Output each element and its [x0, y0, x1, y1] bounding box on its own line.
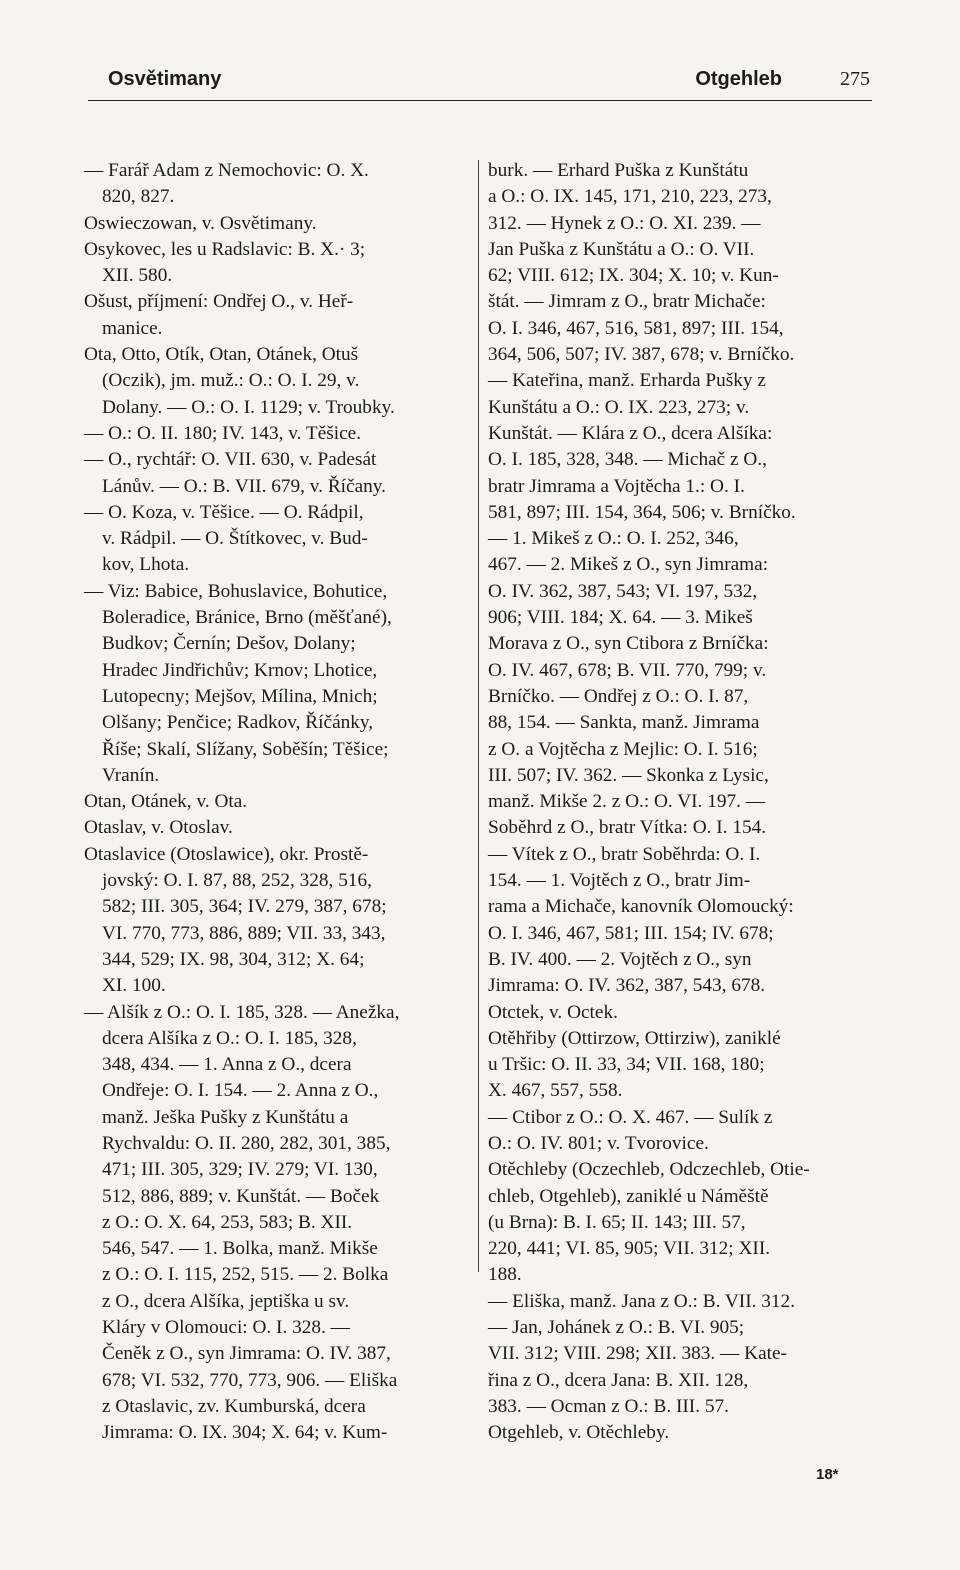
page-header	[88, 66, 872, 101]
text-line: 906; VIII. 184; X. 64. — 3. Mikeš	[488, 607, 753, 629]
text-line: Ota, Otto, Otík, Otan, Otánek, Otuš	[84, 344, 359, 366]
text-line: — Farář Adam z Nemochovic: O. X.	[84, 160, 369, 181]
text-line: Jan Puška z Kunštátu a O.: O. VII.	[488, 238, 755, 260]
text-line: manž. Ješka Pušky z Kunštátu a	[102, 1106, 349, 1128]
text-line: 220, 441; VI. 85, 905; VII. 312; XII.	[488, 1238, 771, 1260]
text-line: Hradec Jindřichův; Krnov; Lhotice,	[102, 659, 378, 681]
text-line: z O.: O. X. 64, 253, 583; B. XII.	[102, 1211, 353, 1233]
text-line: 467. — 2. Mikeš z O., syn Jimrama:	[488, 554, 769, 576]
text-line: štát. — Jimram z O., bratr Michače:	[488, 291, 766, 313]
text-line: 581, 897; III. 154, 364, 506; v. Brníčko.	[488, 501, 796, 523]
text-line: Olšany; Penčice; Radkov, Říčánky,	[102, 712, 374, 734]
text-line: z O. a Vojtěcha z Mejlic: O. I. 516;	[488, 738, 758, 760]
text-line: — Kateřina, manž. Erharda Pušky z	[488, 370, 766, 392]
text-line: — Viz: Babice, Bohuslavice, Bohutice,	[84, 580, 388, 602]
text-line: III. 507; IV. 362. — Skonka z Lysic,	[488, 764, 769, 786]
text-line: — Eliška, manž. Jana z O.: B. VII. 312.	[488, 1290, 796, 1312]
text-line: Brníčko. — Ondřej z O.: O. I. 87,	[488, 685, 749, 707]
text-line: XII. 580.	[102, 265, 173, 287]
text-line: chleb, Otgehleb), zaniklé u Náměště	[488, 1185, 769, 1207]
text-line: řina z O., dcera Jana: B. XII. 128,	[488, 1369, 749, 1391]
text-line: Otgehleb, v. Otěchleby.	[488, 1422, 670, 1444]
text-line: — Ctibor z O.: O. X. 467. — Sulík z	[488, 1106, 773, 1128]
text-line: 383. — Ocman z O.: B. III. 57.	[488, 1395, 729, 1417]
text-line: 546, 547. — 1. Bolka, manž. Mikše	[102, 1238, 378, 1260]
page-number: 275	[840, 68, 870, 90]
text-line: Soběhrd z O., bratr Vítka: O. I. 154.	[488, 817, 767, 839]
running-head-left: Osvětimany	[108, 68, 222, 90]
text-line: — Alšík z O.: O. I. 185, 328. — Anežka,	[84, 1001, 400, 1023]
text-line: kov, Lhota.	[102, 554, 190, 576]
text-line: Ošust, příjmení: Ondřej O., v. Heř-	[84, 291, 354, 313]
text-line: — O., rychtář: O. VII. 630, v. Padesát	[84, 449, 377, 471]
text-line: X. 467, 557, 558.	[488, 1080, 623, 1102]
text-line: B. IV. 400. — 2. Vojtěch z O., syn	[488, 948, 752, 970]
text-line: 154. — 1. Vojtěch z O., bratr Jim-	[488, 870, 751, 892]
text-line: — Vítek z O., bratr Soběhrda: O. I.	[488, 843, 761, 865]
text-line: Otěhřiby (Ottirzow, Ottirziw), zaniklé	[488, 1027, 781, 1049]
text-line: Kláry v Olomouci: O. I. 328. —	[102, 1317, 350, 1339]
text-line: 820, 827.	[102, 186, 175, 208]
text-line: 512, 886, 889; v. Kunštát. — Boček	[102, 1185, 380, 1207]
text-line: Otaslav, v. Otoslav.	[84, 817, 233, 839]
right-column	[488, 158, 872, 1447]
text-line: — 1. Mikeš z O.: O. I. 252, 346,	[488, 528, 739, 550]
text-line: O. I. 346, 467, 581; III. 154; IV. 678;	[488, 922, 774, 944]
text-line: bratr Jimrama a Vojtěcha 1.: O. I.	[488, 475, 745, 497]
text-line: — O.: O. II. 180; IV. 143, v. Těšice.	[84, 422, 362, 444]
text-line: z O., dcera Alšíka, jeptiška u sv.	[102, 1290, 350, 1312]
text-line: Lánův. — O.: B. VII. 679, v. Říčany.	[102, 475, 387, 497]
text-line: rama a Michače, kanovník Olomoucký:	[488, 896, 794, 918]
text-line: 678; VI. 532, 770, 773, 906. — Eliška	[102, 1369, 398, 1391]
text-line: XI. 100.	[102, 975, 166, 997]
text-line: z O.: O. I. 115, 252, 515. — 2. Bolka	[102, 1264, 389, 1286]
text-line: 344, 529; IX. 98, 304, 312; X. 64;	[102, 948, 365, 970]
text-line: 471; III. 305, 329; IV. 279; VI. 130,	[102, 1159, 378, 1181]
text-line: dcera Alšíka z O.: O. I. 185, 328,	[102, 1027, 357, 1049]
text-line: Otctek, v. Octek.	[488, 1001, 618, 1023]
text-line: Vranín.	[102, 764, 160, 786]
text-line: v. Rádpil. — O. Štítkovec, v. Bud-	[102, 528, 368, 550]
text-line: Boleradice, Bránice, Brno (měšťané),	[102, 607, 392, 629]
text-line: — O. Koza, v. Těšice. — O. Rádpil,	[84, 501, 364, 523]
text-line: a O.: O. IX. 145, 171, 210, 223, 273,	[488, 186, 772, 208]
text-line: Rychvaldu: O. II. 280, 282, 301, 385,	[102, 1132, 391, 1154]
text-line: (Oczik), jm. muž.: O.: O. I. 29, v.	[102, 370, 360, 392]
text-line: 348, 434. — 1. Anna z O., dcera	[102, 1054, 352, 1076]
text-line: Ondřeje: O. I. 154. — 2. Anna z O.,	[102, 1080, 379, 1102]
text-line: Morava z O., syn Ctibora z Brníčka:	[488, 633, 769, 655]
text-line: manž. Mikše 2. z O.: O. VI. 197. —	[488, 791, 766, 813]
text-line: 582; III. 305, 364; IV. 279, 387, 678;	[102, 896, 387, 918]
text-line: O.: O. IV. 801; v. Tvorovice.	[488, 1132, 709, 1154]
text-line: Otěchleby (Oczechleb, Odczechleb, Otie-	[488, 1159, 810, 1181]
text-line: — Jan, Johánek z O.: B. VI. 905;	[488, 1317, 745, 1339]
text-line: Kunštát. — Klára z O., dcera Alšíka:	[488, 422, 773, 444]
text-line: 62; VIII. 612; IX. 304; X. 10; v. Kun-	[488, 265, 779, 287]
signature-mark: 18*	[816, 1466, 839, 1483]
text-line: burk. — Erhard Puška z Kunštátu	[488, 160, 749, 181]
text-line: Lutopecny; Mejšov, Mílina, Mnich;	[102, 685, 378, 707]
text-line: O. IV. 362, 387, 543; VI. 197, 532,	[488, 580, 758, 602]
text-line: Oswieczowan, v. Osvětimany.	[84, 212, 317, 234]
text-line: Osykovec, les u Radslavic: B. X.· 3;	[84, 238, 366, 260]
text-line: O. I. 185, 328, 348. — Michač z O.,	[488, 449, 767, 471]
text-line: (u Brna): B. I. 65; II. 143; III. 57,	[488, 1211, 746, 1233]
text-line: O. IV. 467, 678; B. VII. 770, 799; v.	[488, 659, 767, 681]
text-line: Jimrama: O. IX. 304; X. 64; v. Kum-	[102, 1422, 388, 1444]
text-line: u Tršic: O. II. 33, 34; VII. 168, 180;	[488, 1054, 765, 1076]
running-head-right: Otgehleb	[695, 68, 782, 90]
text-line: Budkov; Černín; Dešov, Dolany;	[102, 633, 356, 655]
text-line: 188.	[488, 1264, 522, 1286]
column-divider	[478, 160, 479, 1272]
text-line: 88, 154. — Sankta, manž. Jimrama	[488, 712, 760, 734]
text-line: jovský: O. I. 87, 88, 252, 328, 516,	[102, 870, 372, 892]
text-line: Říše; Skalí, Slížany, Soběšín; Těšice;	[102, 738, 389, 760]
text-line: z Otaslavic, zv. Kumburská, dcera	[102, 1395, 366, 1417]
text-line: Otan, Otánek, v. Ota.	[84, 791, 248, 813]
text-line: O. I. 346, 467, 516, 581, 897; III. 154,	[488, 317, 784, 339]
text-line: VII. 312; VIII. 298; XII. 383. — Kate-	[488, 1343, 787, 1365]
text-line: Čeněk z O., syn Jimrama: O. IV. 387,	[102, 1343, 391, 1365]
text-line: Kunštátu a O.: O. IX. 223, 273; v.	[488, 396, 750, 418]
text-line: Jimrama: O. IV. 362, 387, 543, 678.	[488, 975, 766, 997]
text-line: Dolany. — O.: O. I. 1129; v. Troubky.	[102, 396, 395, 418]
left-column	[84, 158, 468, 1447]
text-line: manice.	[102, 317, 163, 339]
text-line: Otaslavice (Otoslawice), okr. Prostě-	[84, 843, 369, 865]
text-line: 312. — Hynek z O.: O. XI. 239. —	[488, 212, 761, 234]
text-line: VI. 770, 773, 886, 889; VII. 33, 343,	[102, 922, 386, 944]
text-line: 364, 506, 507; IV. 387, 678; v. Brníčko.	[488, 344, 795, 366]
